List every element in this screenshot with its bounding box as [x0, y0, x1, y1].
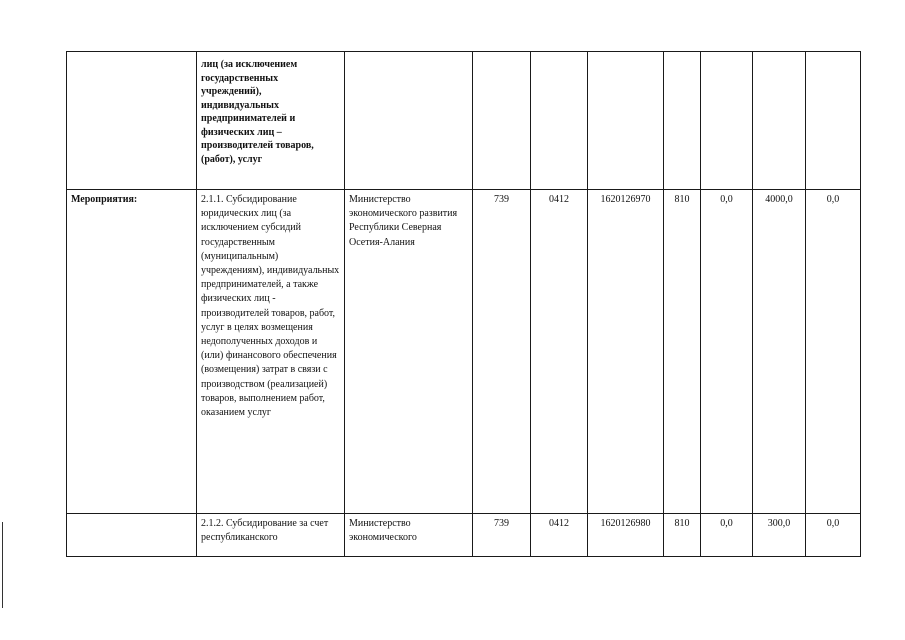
row-vr: 810	[664, 190, 701, 514]
row-grbs: 739	[473, 514, 531, 557]
row-csr: 1620126980	[588, 514, 664, 557]
row-vr	[664, 52, 701, 190]
row-grbs	[473, 52, 531, 190]
row-value-1	[701, 52, 753, 190]
row-label: Мероприятия:	[67, 190, 197, 514]
row-description: 2.1.1. Субсидирование юридических лиц (за исключением субсидий государственным (муниципальным) учреждениям), индивидуальных предпринимателей, а также физических лиц - производителей товаров, работ, услуг в целях возмещения недополученных доходов и (или) финансового обеспечения (возмещения) затрат в связи с производством (реализацией) товаров, выполнением работ, оказанием услуг	[197, 190, 345, 514]
row-value-2	[753, 52, 806, 190]
row-rz-pr: 0412	[531, 514, 588, 557]
row-executor: Министерство экономического развития Республики Северная Осетия-Алания	[345, 190, 473, 514]
row-vr: 810	[664, 514, 701, 557]
row-executor	[345, 52, 473, 190]
table-row	[67, 52, 861, 190]
row-value-3: 0,0	[806, 190, 861, 514]
scan-edge-mark	[2, 522, 3, 608]
row-value-1: 0,0	[701, 514, 753, 557]
row-rz-pr: 0412	[531, 190, 588, 514]
row-rz-pr	[531, 52, 588, 190]
row-description: лиц (за исключением государственных учреждений), индивидуальных предпринимателей и физических лиц – производителей товаров, (работ), услуг	[197, 52, 345, 190]
table-row	[67, 514, 861, 557]
row-grbs: 739	[473, 190, 531, 514]
row-label	[67, 514, 197, 557]
budget-table	[66, 51, 861, 557]
row-value-1: 0,0	[701, 190, 753, 514]
row-value-2: 4000,0	[753, 190, 806, 514]
row-label	[67, 52, 197, 190]
row-csr	[588, 52, 664, 190]
row-value-3	[806, 52, 861, 190]
row-value-3: 0,0	[806, 514, 861, 557]
row-value-2: 300,0	[753, 514, 806, 557]
row-description: 2.1.2. Субсидирование за счет республиканского	[197, 514, 345, 557]
row-executor: Министерство экономического	[345, 514, 473, 557]
row-csr: 1620126970	[588, 190, 664, 514]
table-row	[67, 190, 861, 514]
